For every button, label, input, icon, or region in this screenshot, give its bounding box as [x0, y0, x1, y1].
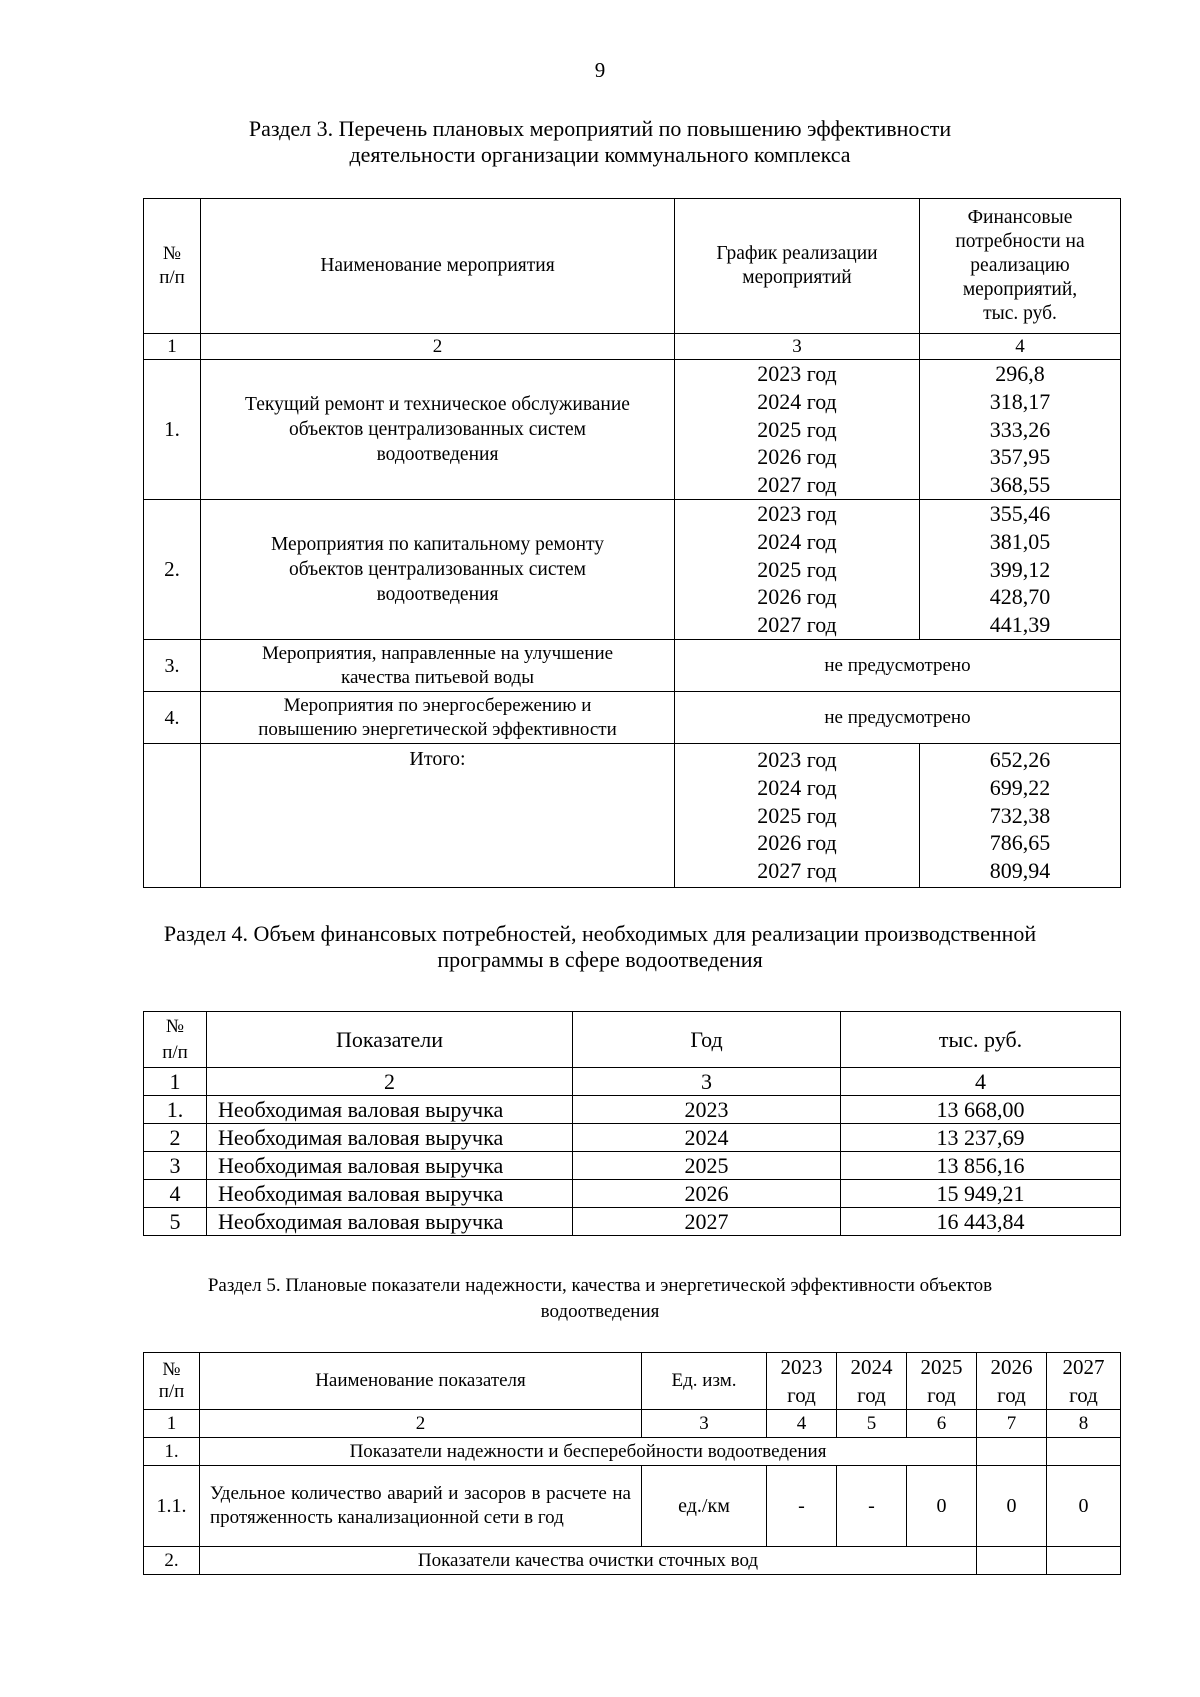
- column-number: 3: [642, 1410, 767, 1438]
- table-header-row: [144, 199, 1121, 334]
- table-row: [144, 640, 1121, 692]
- row-index: 1.: [144, 1096, 207, 1124]
- section5-title-line: Раздел 5. Плановые показатели надежности, качества и энергетической эффективности объектов: [207, 1275, 993, 1296]
- year-cell: 2024 год: [757, 388, 837, 414]
- header-text: тыс. руб.: [983, 303, 1057, 324]
- empty-cell: [977, 1438, 1047, 1466]
- row-index: 5: [144, 1208, 207, 1236]
- year-cell: 2025 год: [757, 556, 837, 582]
- table-header-row: [144, 1353, 1121, 1410]
- page-number: 9: [594, 58, 606, 82]
- value-cell: 441,39: [989, 612, 1051, 638]
- row-name: Удельное количество аварий и засоров в расчете на протяженность канализационной сети в год: [200, 1466, 642, 1547]
- column-number: 1: [144, 1410, 200, 1438]
- year-cell: 2027 год: [757, 858, 837, 884]
- group-row: [144, 1547, 1121, 1575]
- column-number-row: [144, 1068, 1121, 1096]
- column-number: 1: [144, 1068, 207, 1096]
- row-value: 0: [977, 1466, 1047, 1547]
- value-cell: 399,12: [989, 556, 1051, 582]
- column-number: 2: [200, 1410, 642, 1438]
- header-name: Наименование показателя: [200, 1353, 642, 1410]
- column-number: 5: [837, 1410, 907, 1438]
- section5-title: [0, 1273, 1200, 1325]
- row-unit: ед./км: [642, 1466, 767, 1547]
- header-text: №: [165, 1015, 185, 1037]
- row-index: 3.: [144, 640, 201, 692]
- section3-title-line: деятельности организации коммунального комплекса: [349, 142, 851, 167]
- header-text: потребности на: [955, 231, 1085, 252]
- year-cell: 2024 год: [757, 528, 837, 554]
- header-text: №: [162, 1359, 181, 1380]
- row-year: 2025: [573, 1152, 841, 1180]
- row-year: 2023: [573, 1096, 841, 1124]
- row-amount: 13 237,69: [841, 1124, 1121, 1152]
- value-cell: 357,95: [989, 444, 1051, 470]
- header-text: 2025: [920, 1355, 963, 1379]
- row-years: [675, 744, 920, 888]
- section4-title-line: Раздел 4. Объем финансовых потребностей, необходимых для реализации производственной: [163, 921, 1037, 946]
- row-index: 3: [144, 1152, 207, 1180]
- table-row: [144, 360, 1121, 500]
- row-note: не предусмотрено: [675, 692, 1121, 744]
- row-name-line: водоотведения: [376, 584, 499, 605]
- value-cell: 428,70: [989, 584, 1051, 610]
- header-text: Финансовые: [967, 207, 1073, 228]
- header-text: год: [787, 1383, 816, 1407]
- column-number: 7: [977, 1410, 1047, 1438]
- row-amount: 16 443,84: [841, 1208, 1121, 1236]
- row-name: Необходимая валовая выручка: [207, 1208, 573, 1236]
- header-text: 2024: [850, 1355, 893, 1379]
- row-amount: 13 856,16: [841, 1152, 1121, 1180]
- row-value: -: [837, 1466, 907, 1547]
- header-num: [144, 199, 201, 334]
- row-name-line: Мероприятия, направленные на улучшение: [261, 642, 614, 664]
- empty-cell: [1047, 1547, 1121, 1575]
- header-amount: тыс. руб.: [841, 1012, 1121, 1068]
- value-cell: 381,05: [989, 528, 1051, 554]
- year-cell: 2023 год: [757, 501, 837, 526]
- column-number: 2: [201, 334, 675, 360]
- value-cell: 333,26: [989, 416, 1051, 442]
- empty-cell: [1047, 1438, 1121, 1466]
- row-name-line: объектов централизованных систем: [288, 559, 587, 580]
- column-number: 8: [1047, 1410, 1121, 1438]
- year-cell: 2027 год: [757, 472, 837, 498]
- value-cell: 355,46: [989, 501, 1051, 526]
- year-cell: 2024 год: [757, 774, 837, 800]
- year-cell: 2023 год: [757, 361, 837, 386]
- row-year: 2024: [573, 1124, 841, 1152]
- group-title: Показатели качества очистки сточных вод: [200, 1547, 977, 1575]
- section3-table: [143, 198, 1121, 888]
- row-name-line: водоотведения: [376, 444, 499, 465]
- row-name-line: Мероприятия по энергосбережению и: [283, 694, 592, 716]
- section4-title-line: программы в сфере водоотведения: [437, 947, 763, 972]
- table-row: [144, 1096, 1121, 1124]
- row-name: Необходимая валовая выручка: [207, 1180, 573, 1208]
- header-year: [907, 1353, 977, 1410]
- column-number: 4: [841, 1068, 1121, 1096]
- header-text: п/п: [159, 267, 185, 288]
- group-title: Показатели надежности и бесперебойности водоотведения: [200, 1438, 977, 1466]
- row-value: 0: [907, 1466, 977, 1547]
- group-index: 2.: [144, 1547, 200, 1575]
- row-years: [675, 360, 920, 500]
- column-number-row: [144, 334, 1121, 360]
- header-text: График реализации: [716, 243, 878, 264]
- row-value: 0: [1047, 1466, 1121, 1547]
- row-name: [201, 692, 675, 744]
- total-row: [144, 744, 1121, 888]
- column-number: 6: [907, 1410, 977, 1438]
- header-year: [977, 1353, 1047, 1410]
- row-amount: 15 949,21: [841, 1180, 1121, 1208]
- header-year: Год: [573, 1012, 841, 1068]
- value-cell: 699,22: [989, 774, 1051, 800]
- header-name: Наименование мероприятия: [201, 199, 675, 334]
- column-number-row: [144, 1410, 1121, 1438]
- row-value: -: [767, 1466, 837, 1547]
- row-values: [920, 500, 1121, 640]
- row-index: 4: [144, 1180, 207, 1208]
- value-cell: 296,8: [995, 361, 1045, 386]
- table-row: [144, 692, 1121, 744]
- header-text: мероприятий: [742, 267, 852, 288]
- row-name: Необходимая валовая выручка: [207, 1124, 573, 1152]
- table-row: [144, 1466, 1121, 1547]
- header-text: реализацию: [970, 255, 1070, 276]
- header-unit: Ед. изм.: [642, 1353, 767, 1410]
- row-index: 2: [144, 1124, 207, 1152]
- group-index: 1.: [144, 1438, 200, 1466]
- row-name: [201, 360, 675, 500]
- header-text: год: [927, 1383, 956, 1407]
- section3-title: [0, 116, 1200, 168]
- section4-title: [0, 921, 1200, 973]
- section3-title-line: Раздел 3. Перечень плановых мероприятий по повышению эффективности: [248, 116, 952, 141]
- value-cell: 652,26: [989, 747, 1051, 772]
- row-index: 1.1.: [144, 1466, 200, 1547]
- column-number: 4: [920, 334, 1121, 360]
- value-cell: 786,65: [989, 830, 1051, 856]
- header-num: [144, 1012, 207, 1068]
- year-cell: 2026 год: [757, 444, 837, 470]
- section5-table: [143, 1352, 1121, 1575]
- row-note: не предусмотрено: [675, 640, 1121, 692]
- row-index: 2.: [144, 500, 201, 640]
- table-row: [144, 1124, 1121, 1152]
- value-cell: 732,38: [989, 802, 1051, 828]
- header-schedule: [675, 199, 920, 334]
- row-name-line: Мероприятия по капитальному ремонту: [270, 534, 605, 555]
- year-cell: 2026 год: [757, 830, 837, 856]
- header-year: [767, 1353, 837, 1410]
- year-cell: 2025 год: [757, 802, 837, 828]
- header-text: п/п: [162, 1041, 188, 1063]
- header-text: 2027: [1062, 1355, 1105, 1379]
- year-cell: 2026 год: [757, 584, 837, 610]
- header-year: [837, 1353, 907, 1410]
- header-text: №: [162, 243, 182, 264]
- header-text: 2023: [780, 1355, 823, 1379]
- row-name-line: Текущий ремонт и техническое обслуживание: [245, 394, 630, 415]
- header-text: год: [857, 1383, 886, 1407]
- row-name-line: качества питьевой воды: [341, 666, 534, 688]
- row-index: 4.: [144, 692, 201, 744]
- row-year: 2026: [573, 1180, 841, 1208]
- section4-table: [143, 1011, 1121, 1236]
- empty-cell: [977, 1547, 1047, 1575]
- header-text: 2026: [990, 1355, 1033, 1379]
- column-number: 1: [144, 334, 201, 360]
- year-cell: 2027 год: [757, 612, 837, 638]
- row-name-line: повышению энергетической эффективности: [258, 718, 617, 740]
- year-cell: 2023 год: [757, 747, 837, 772]
- row-name: [201, 500, 675, 640]
- total-index-empty: [144, 744, 201, 888]
- column-number: 4: [767, 1410, 837, 1438]
- header-text: год: [997, 1383, 1026, 1407]
- header-text: мероприятий,: [962, 279, 1078, 300]
- section5-title-line: водоотведения: [540, 1301, 660, 1322]
- header-num: [144, 1353, 200, 1410]
- total-label: Итого:: [201, 744, 675, 888]
- table-row: [144, 1152, 1121, 1180]
- header-finance: [920, 199, 1121, 334]
- header-year: [1047, 1353, 1121, 1410]
- table-row: [144, 1208, 1121, 1236]
- row-values: [920, 744, 1121, 888]
- row-years: [675, 500, 920, 640]
- row-name-line: объектов централизованных систем: [288, 419, 587, 440]
- value-cell: 368,55: [989, 472, 1051, 498]
- value-cell: 809,94: [989, 858, 1051, 884]
- header-text: п/п: [158, 1381, 185, 1402]
- row-name: Необходимая валовая выручка: [207, 1152, 573, 1180]
- value-cell: 318,17: [989, 388, 1051, 414]
- row-index: 1.: [144, 360, 201, 500]
- table-row: [144, 500, 1121, 640]
- row-year: 2027: [573, 1208, 841, 1236]
- table-row: [144, 1180, 1121, 1208]
- table-header-row: [144, 1012, 1121, 1068]
- row-amount: 13 668,00: [841, 1096, 1121, 1124]
- column-number: 3: [573, 1068, 841, 1096]
- row-name: Необходимая валовая выручка: [207, 1096, 573, 1124]
- group-row: [144, 1438, 1121, 1466]
- column-number: 2: [207, 1068, 573, 1096]
- row-name: [201, 640, 675, 692]
- year-cell: 2025 год: [757, 416, 837, 442]
- header-text: год: [1069, 1383, 1098, 1407]
- row-values: [920, 360, 1121, 500]
- header-indicators: Показатели: [207, 1012, 573, 1068]
- column-number: 3: [675, 334, 920, 360]
